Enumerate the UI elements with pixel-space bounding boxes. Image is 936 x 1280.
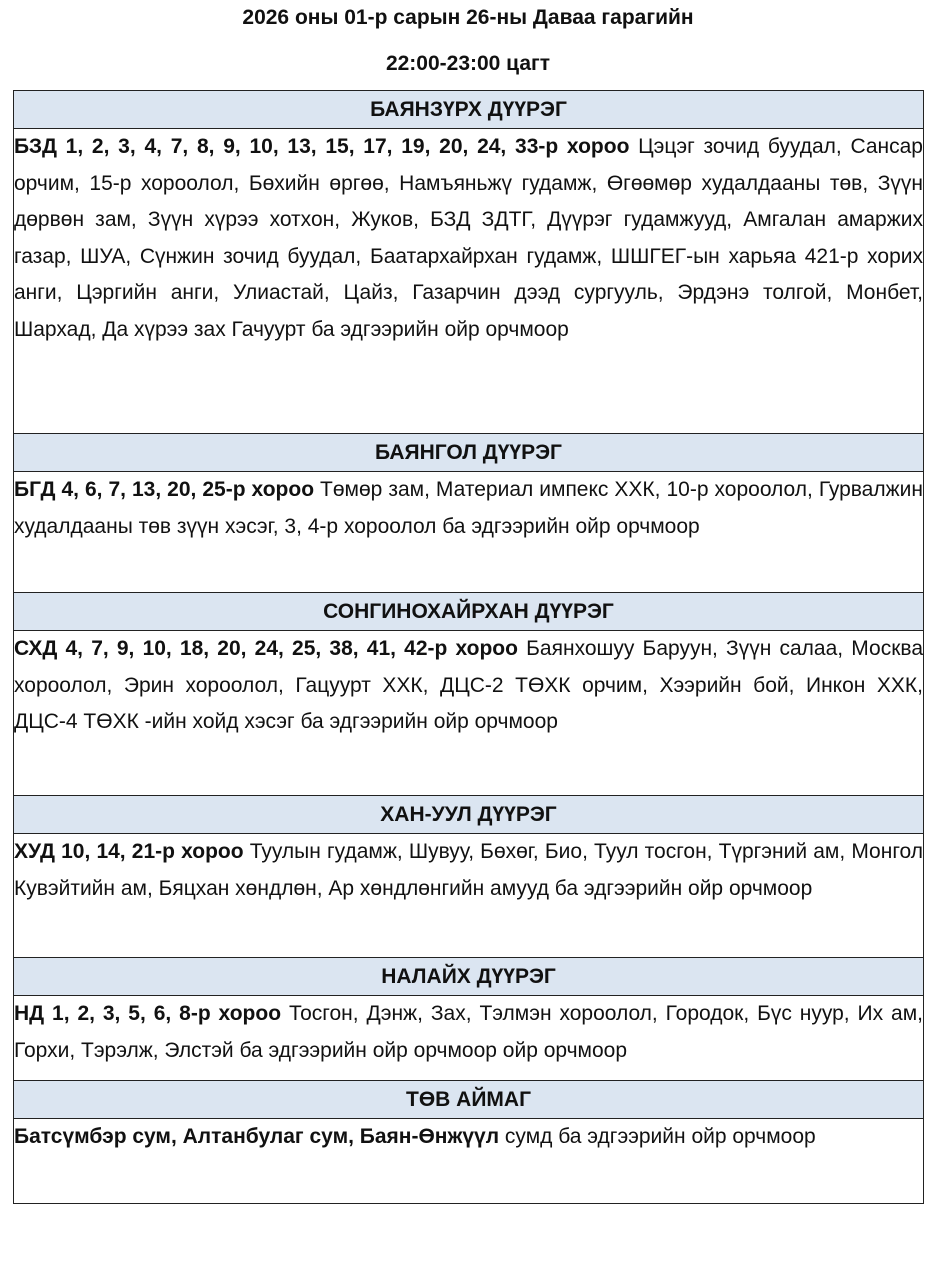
district-header-row <box>14 434 924 472</box>
khoroo-list: ХУД 10, 14, 21-р хороо <box>14 840 244 863</box>
district-details <box>14 996 924 1081</box>
document-title-date: 2026 оны 01-р сарын 26-ны Даваа гарагийн <box>242 6 694 29</box>
location-list: Баянхошуу Баруун, Зүүн салаа, Москва хороолол, Эрин хороолол, Гацуурт ХХК, ДЦС-2 ТӨХК орчим, Хээрийн бой, Инкон ХХК, ДЦС-4 ТӨХК -ийн хойд хэсэг ба эдгээрийн ойр орчмоор <box>14 637 923 733</box>
district-header-row <box>14 1081 924 1119</box>
district-details <box>14 472 924 593</box>
district-body-row <box>14 472 924 593</box>
district-name: ХАН-УУЛ ДҮҮРЭГ <box>14 796 924 834</box>
district-header-row <box>14 593 924 631</box>
district-header-row <box>14 796 924 834</box>
district-details <box>14 129 924 434</box>
district-details <box>14 631 924 796</box>
khoroo-list: Батсүмбэр сум, Алтанбулаг сум, Баян-Өнжүүл <box>14 1125 500 1148</box>
district-body-row <box>14 1119 924 1204</box>
location-list: Төмөр зам, Материал импекс ХХК, 10-р хороолол, Гурвалжин худалдааны төв зүүн хэсэг, 3, 4-р хороолол ба эдгээрийн ойр орчмоор <box>14 478 923 538</box>
district-name: СОНГИНОХАЙРХАН ДҮҮРЭГ <box>14 593 924 631</box>
khoroo-list: БГД 4, 6, 7, 13, 20, 25-р хороо <box>14 478 315 501</box>
district-header-row <box>14 958 924 996</box>
khoroo-list: СХД 4, 7, 9, 10, 18, 20, 24, 25, 38, 41, 42-р хороо <box>14 637 518 660</box>
location-list: Цэцэг зочид буудал, Сансар орчим, 15-р хороолол, Бөхийн өргөө, Намъяньжү гудамж, Өгөөмөр худалдааны төв, Зүүн дөрвөн зам, Зүүн хүрээ хотхон, Жуков, БЗД ЗДТГ, Дүүрэг гудамжууд, Амгалан амаржих газар, ШУА, Сүнжин зочид буудал, Баатархайрхан гудамж, ШШГЕГ-ын харьяа 421-р хорих анги, Цэргийн анги, Улиастай, Цайз, Газарчин дээд сургууль, Эрдэнэ толгой, Монбет, Шархад, Да хүрээ зах Гачуурт ба эдгээрийн ойр орчмоор <box>14 135 923 341</box>
district-details <box>14 1119 924 1204</box>
location-list: Туулын гудамж, Шувуу, Бөхөг, Био, Туул тосгон, Түргэний ам, Монгол Кувэйтийн ам, Бяцхан хөндлөн, Ар хөндлөнгийн амууд ба эдгээрийн ойр орчмоор <box>14 840 923 900</box>
district-name: НАЛАЙХ ДҮҮРЭГ <box>14 958 924 996</box>
outage-schedule-table <box>13 90 924 1204</box>
district-header-row <box>14 91 924 129</box>
location-list: Тосгон, Дэнж, Зах, Тэлмэн хороолол, Городок, Бүс нуур, Их ам, Горхи, Тэрэлж, Элстэй ба эдгээрийн ойр орчмоор ойр орчмоор <box>14 1002 923 1062</box>
district-details <box>14 834 924 958</box>
district-name: ТӨВ АЙМАГ <box>14 1081 924 1119</box>
khoroo-list: БЗД 1, 2, 3, 4, 7, 8, 9, 10, 13, 15, 17, 19, 20, 24, 33-р хороо <box>14 135 630 158</box>
district-body-row <box>14 996 924 1081</box>
location-list: сумд ба эдгээрийн ойр орчмоор <box>499 1125 816 1148</box>
khoroo-list: НД 1, 2, 3, 5, 6, 8-р хороо <box>14 1002 282 1025</box>
district-body-row <box>14 834 924 958</box>
district-name: БАЯНГОЛ ДҮҮРЭГ <box>14 434 924 472</box>
document-title-time: 22:00-23:00 цагт <box>385 52 551 75</box>
district-body-row <box>14 129 924 434</box>
district-name: БАЯНЗҮРХ ДҮҮРЭГ <box>14 91 924 129</box>
district-body-row <box>14 631 924 796</box>
